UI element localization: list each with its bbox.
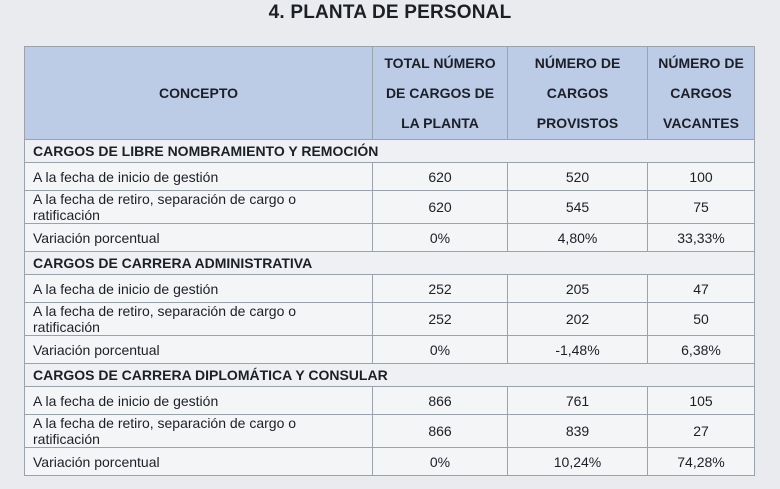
cell-provistos: 4,80%: [508, 224, 648, 252]
cell-vacantes: 105: [648, 387, 755, 415]
cell-provistos: 839: [508, 415, 648, 448]
cell-concepto: A la fecha de retiro, separación de cargo o ratificación: [25, 415, 373, 448]
table-row: [25, 303, 755, 336]
cell-provistos: 10,24%: [508, 448, 648, 476]
table-row: [25, 191, 755, 224]
cell-total: 0%: [373, 224, 508, 252]
header-concepto: CONCEPTO: [25, 47, 373, 140]
cell-concepto: A la fecha de retiro, separación de cargo o ratificación: [25, 191, 373, 224]
cell-vacantes: 33,33%: [648, 224, 755, 252]
cell-concepto: Variación porcentual: [25, 224, 373, 252]
table-row: [25, 387, 755, 415]
planta-table: [24, 46, 755, 476]
cell-provistos: 520: [508, 163, 648, 191]
cell-provistos: -1,48%: [508, 336, 648, 364]
table-row: [25, 336, 755, 364]
cell-total: 0%: [373, 448, 508, 476]
header-vacantes: NÚMERO DE CARGOS VACANTES: [648, 47, 755, 140]
cell-vacantes: 6,38%: [648, 336, 755, 364]
section-title: CARGOS DE CARRERA ADMINISTRATIVA: [25, 252, 755, 275]
header-row: [25, 47, 755, 140]
cell-concepto: Variación porcentual: [25, 336, 373, 364]
section-row: [25, 364, 755, 387]
table-row: [25, 275, 755, 303]
table-row: [25, 415, 755, 448]
section-row: [25, 140, 755, 163]
page-title: 4. PLANTA DE PERSONAL: [268, 2, 512, 23]
cell-total: 252: [373, 275, 508, 303]
cell-vacantes: 74,28%: [648, 448, 755, 476]
section-row: [25, 252, 755, 275]
cell-provistos: 761: [508, 387, 648, 415]
section-title: CARGOS DE CARRERA DIPLOMÁTICA Y CONSULAR: [25, 364, 755, 387]
cell-total: 620: [373, 163, 508, 191]
cell-concepto: A la fecha de retiro, separación de cargo o ratificación: [25, 303, 373, 336]
cell-provistos: 545: [508, 191, 648, 224]
header-provistos: NÚMERO DE CARGOS PROVISTOS: [508, 47, 648, 140]
cell-concepto: A la fecha de inicio de gestión: [25, 387, 373, 415]
cell-provistos: 202: [508, 303, 648, 336]
cell-vacantes: 75: [648, 191, 755, 224]
cell-vacantes: 27: [648, 415, 755, 448]
table-row: [25, 448, 755, 476]
cell-concepto: Variación porcentual: [25, 448, 373, 476]
cell-vacantes: 50: [648, 303, 755, 336]
cell-vacantes: 47: [648, 275, 755, 303]
header-total: TOTAL NÚMERO DE CARGOS DE LA PLANTA: [373, 47, 508, 140]
cell-total: 252: [373, 303, 508, 336]
cell-vacantes: 100: [648, 163, 755, 191]
cell-total: 866: [373, 387, 508, 415]
cell-total: 620: [373, 191, 508, 224]
table-row: [25, 163, 755, 191]
cell-total: 0%: [373, 336, 508, 364]
cell-provistos: 205: [508, 275, 648, 303]
table-row: [25, 224, 755, 252]
cell-total: 866: [373, 415, 508, 448]
cell-concepto: A la fecha de inicio de gestión: [25, 163, 373, 191]
section-title: CARGOS DE LIBRE NOMBRAMIENTO Y REMOCIÓN: [25, 140, 755, 163]
cell-concepto: A la fecha de inicio de gestión: [25, 275, 373, 303]
